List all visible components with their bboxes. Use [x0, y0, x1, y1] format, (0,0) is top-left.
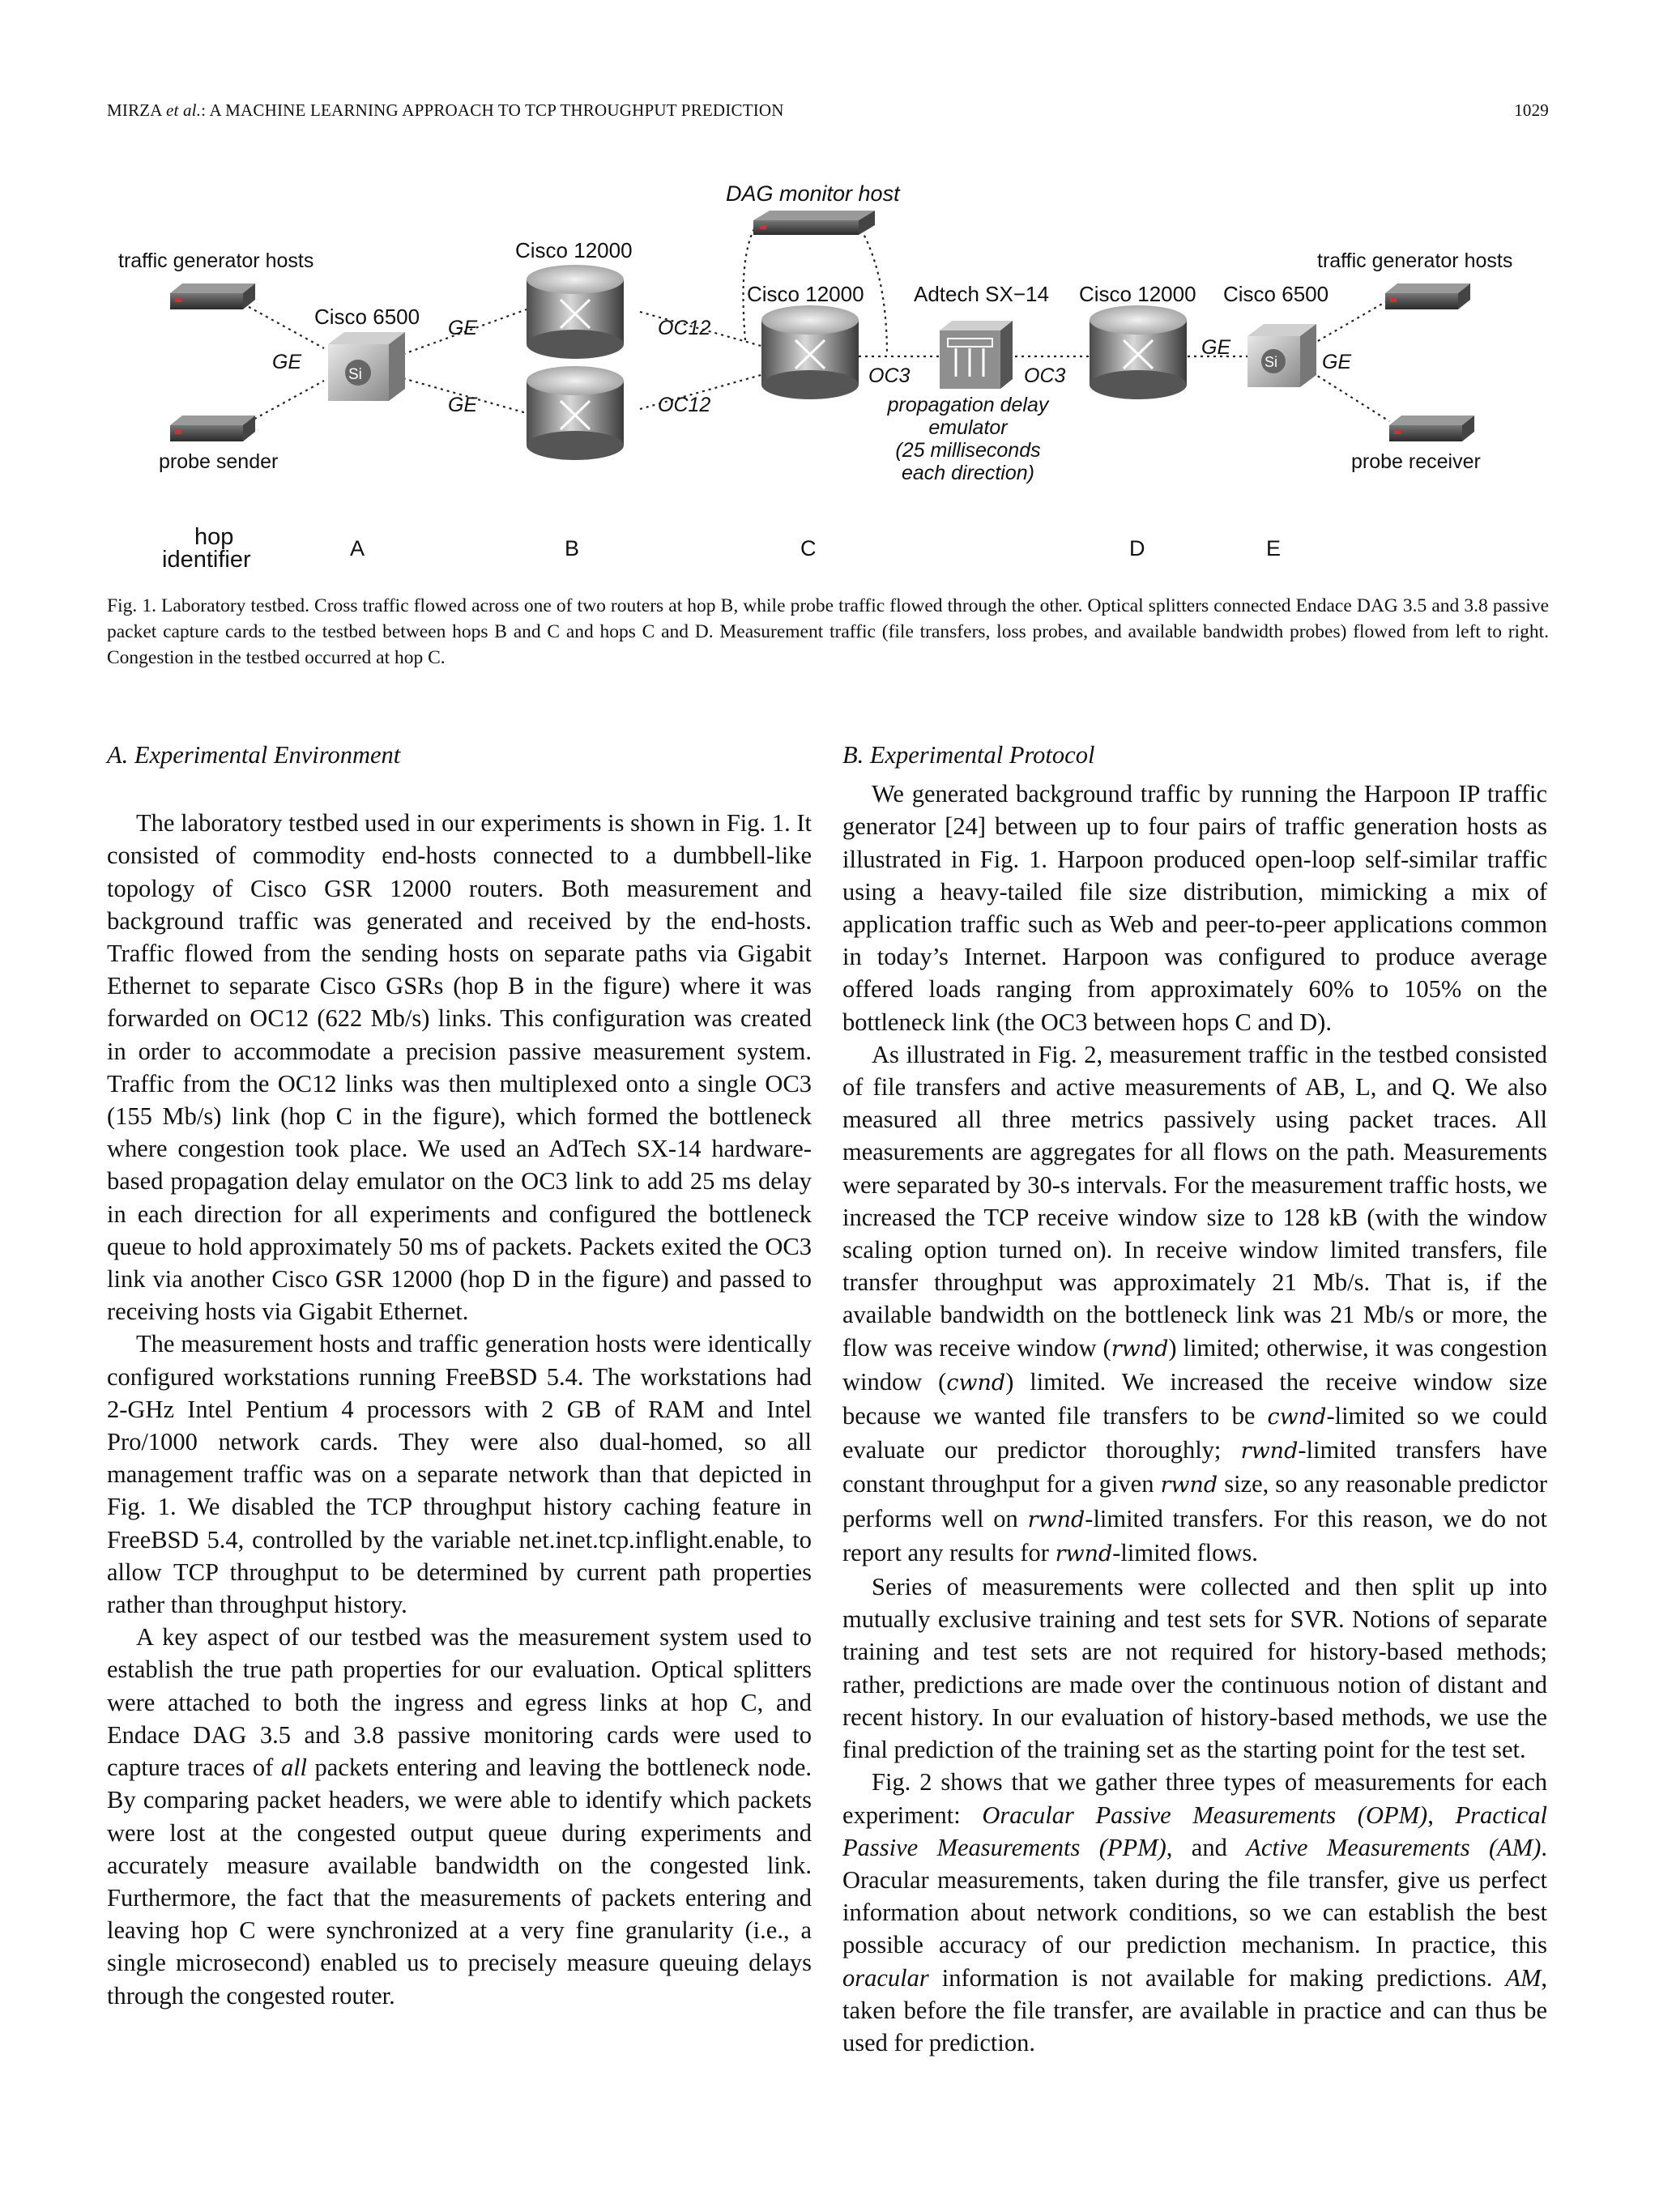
left-column	[107, 739, 812, 2012]
cisco-12000-c-router-icon	[761, 305, 859, 399]
emulator-line-1: propagation delay	[887, 394, 1049, 416]
section-heading-a: A. Experimental Environment	[107, 741, 401, 769]
cisco-6500-left-switch-icon	[328, 332, 405, 401]
ge-label-5: GE	[1322, 351, 1352, 373]
page-number: 1029	[1514, 100, 1549, 120]
cisco-6500-right-label: Cisco 6500	[1223, 282, 1329, 306]
si-left-label: Si	[348, 366, 362, 383]
probe-receiver-host-icon	[1389, 416, 1474, 441]
paragraph: The laboratory testbed used in our experiments is shown in Fig. 1. It consisted of commodity end-hosts connected to a dumbbell-like topology of Cisco GSR 12000 routers. Both measurement and background traffic was generated and received by the end-hosts. Traffic flowed from the sending hosts on separate paths via Gigabit Ethernet to separate Cisco GSRs (hop B in the figure) where it was forwarded on OC12 (622 Mb/s) links. This configuration was created in order to accommodate a precision passive measurement system. Traffic from the OC12 links was then multiplexed onto a single OC3 (155 Mb/s) link (hop C in the figure), which formed the bottleneck where congestion took place. We used an AdTech SX-14 hardware-based propagation delay emulator on the OC3 link to add 25 ms delay in each direction for all experiments and configured the bottleneck queue to hold approximately 50 ms of packets. Packets exited the OC3 link via another Cisco GSR 12000 (hop D in the figure) and passed to receiving hosts via Gigabit Ethernet.	[107, 809, 812, 1326]
figure-caption: Fig. 1. Laboratory testbed. Cross traffic flowed across one of two routers at hop B, while probe traffic flowed through the other. Optical splitters connected Endace DAG 3.5 and 3.8 passive packet capture cards to the testbed between hops B and C and hops C and D. Measurement traffic (file transfers, loss probes, and available bandwidth probes) flowed from left to right. Congestion in the testbed occurred at hop C.	[107, 595, 1549, 668]
hop-d: D	[1129, 536, 1145, 560]
cisco-12000-b-top-router-icon	[527, 265, 624, 359]
paragraph: The measurement hosts and traffic generation hosts were identically configured workstations running FreeBSD 5.4. The workstations had 2-GHz Intel Pentium 4 processors with 2 GB of RAM and Intel Pro/1000 network cards. They were also dual-homed, so all management traffic was on a separate network than that depicted in Fig. 1. We disabled the TCP throughput history caching feature in FreeBSD 5.4, controlled by the variable net.inet.tcp.inflight.enable, to allow TCP throughput to be determined by current path properties rather than throughput history.	[107, 1330, 812, 1619]
oc12-label-2: OC12	[658, 394, 711, 416]
oc3-label-2: OC3	[1024, 364, 1066, 387]
probe-sender-host-icon	[170, 416, 255, 441]
cisco-12000-c-label: Cisco 12000	[747, 282, 864, 306]
adtech-label: Adtech SX−14	[914, 282, 1049, 306]
cisco-6500-right-switch-icon	[1247, 324, 1316, 387]
dag-monitor-host-icon	[753, 211, 875, 235]
ge-label-4: GE	[1201, 336, 1231, 359]
hop-label-1: hop	[194, 524, 234, 550]
hop-c: C	[800, 536, 817, 560]
traffic-generator-host-right-icon	[1385, 283, 1470, 309]
si-right-label: Si	[1265, 354, 1278, 370]
traffic-generator-left-label: traffic generator hosts	[118, 249, 314, 272]
testbed-diagram	[0, 0, 1659, 583]
cisco-6500-left-label: Cisco 6500	[314, 305, 420, 329]
paragraph: We generated background traffic by running the Harpoon IP traffic generator [24] between up to four pairs of traffic generation hosts as illustrated in Fig. 1. Harpoon produced open-loop self-similar traffic using a heavy-tailed file size distribution, mimicking a mix of application traffic such as Web and peer-to-peer applications common in today’s Internet. Harpoon was configured to produce average offered loads ranging from approximately 60% to 105% on the bottleneck link (the OC3 between hops C and D).	[842, 780, 1547, 1036]
running-title: MIRZA et al.: A MACHINE LEARNING APPROACH TO TCP THROUGHPUT PREDICTION	[107, 100, 784, 120]
right-column	[842, 739, 1547, 2059]
dag-monitor-label: DAG monitor host	[726, 181, 900, 206]
emulator-line-2: emulator	[928, 416, 1008, 439]
oc12-label-1: OC12	[658, 317, 711, 339]
hop-label-2: identifier	[162, 547, 251, 573]
hop-b: B	[565, 536, 580, 560]
hop-a: A	[350, 536, 365, 560]
emulator-line-3: (25 milliseconds	[895, 439, 1041, 462]
paragraph: Series of measurements were collected and then split up into mutually exclusive training and test sets for SVR. Notions of separate training and test sets are not required for history-based methods; rather, predictions are made over the continuous notion of distant and recent history. In our evaluation of history-based methods, we use the final prediction of the training set as the starting point for the test set.	[842, 1573, 1547, 1764]
hop-e: E	[1266, 536, 1282, 560]
emulator-description	[887, 394, 1050, 484]
oc3-label-1: OC3	[868, 364, 911, 387]
adtech-emulator-icon	[940, 321, 1013, 389]
ge-label-1: GE	[272, 351, 302, 373]
ge-label-2: GE	[448, 317, 478, 339]
paragraph: A key aspect of our testbed was the measurement system used to establish the true path properties for our evaluation. Optical splitters were attached to both the ingress and egress links at hop C, and Endace DAG 3.5 and 3.8 passive monitoring cards were used to capture traces of all packets entering and leaving the bottleneck node. By comparing packet headers, we were able to identify which packets were lost at the congested output queue during experiments and accurately measure available bandwidth on the congested link. Furthermore, the fact that the measurements of packets entering and leaving hop C were synchronized at a very fine granularity (i.e., a single microsecond) enabled us to precisely measure queuing delays through the congested router.	[107, 1623, 812, 2010]
traffic-generator-host-left-icon	[170, 283, 255, 309]
ge-label-3: GE	[448, 394, 478, 416]
traffic-generator-right-label: traffic generator hosts	[1317, 249, 1513, 272]
cisco-12000-d-router-icon	[1090, 305, 1187, 399]
cisco-12000-b-bottom-router-icon	[527, 366, 624, 460]
cisco-12000-d-label: Cisco 12000	[1079, 282, 1196, 306]
section-heading-b: B. Experimental Protocol	[842, 741, 1095, 769]
cisco-12000-b-label: Cisco 12000	[515, 238, 633, 262]
emulator-line-4: each direction)	[902, 462, 1034, 484]
paragraph: As illustrated in Fig. 2, measurement traffic in the testbed consisted of file transfers and active measurements of AB, L, and Q. We also measured all three metrics passively using packet traces. All measurements are aggregates for all flows on the path. Measurements were separated by 30-s intervals. For the measurement traffic hosts, we increased the TCP receive window size to 128 kB (with the window scaling option turned on). In receive window limited transfers, file transfer throughput was approximately 21 Mb/s. That is, if the available bandwidth on the bottleneck link was 21 Mb/s or more, the flow was receive window (rwnd) limited; otherwise, it was congestion window (cwnd) limited. We increased the receive window size because we wanted file transfers to be cwnd-limited so we could evaluate our predictor thoroughly; rwnd-limited transfers have constant throughput for a given rwnd size, so any reasonable predictor performs well on rwnd-limited transfers. For this reason, we do not report any results for rwnd-limited flows.	[842, 1040, 1547, 1566]
paragraph: Fig. 2 shows that we gather three types of measurements for each experiment: Oracular Passive Measurements (OPM), Practical Passive Measurements (PPM), and Active Measurements (AM). Oracular measurements, taken during the file transfer, give us perfect information about network conditions, so we can establish the best possible accuracy of our prediction mechanism. In practice, this oracular information is not available for making predictions. AM, taken before the file transfer, are available in practice and can thus be used for prediction.	[842, 1768, 1547, 2056]
probe-receiver-label: probe receiver	[1351, 450, 1481, 473]
probe-sender-label: probe sender	[159, 450, 279, 473]
